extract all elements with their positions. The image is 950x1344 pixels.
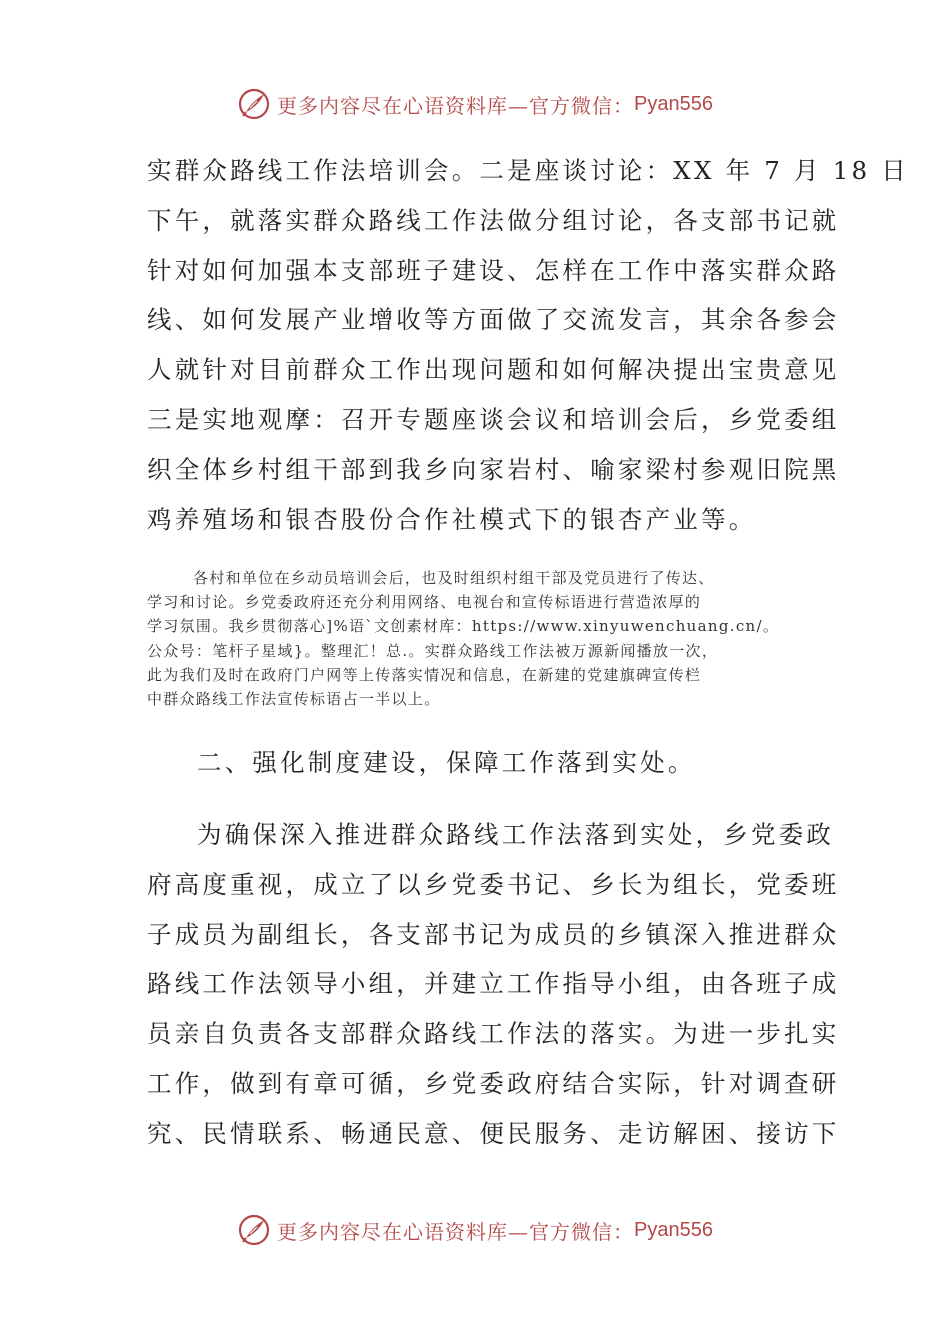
paragraph-line: 路线工作法领导小组，并建立工作指导小组，由各班子成 (147, 969, 840, 999)
paragraph-line: 三是实地观摩：召开专题座谈会议和培训会后，乡党委组 (147, 404, 840, 434)
header-banner (0, 84, 950, 124)
paragraph-2 (147, 566, 807, 711)
paragraph-line: 府高度重视，成立了以乡党委书记、乡长为组长，党委班 (147, 869, 840, 899)
paragraph-line: 学习氛围。我乡贯彻落心]%语`文创素材库：https://www.xinyuwenchuang.cn/。 (147, 617, 780, 636)
paragraph-line: 工作，做到有章可循，乡党委政府结合实际，针对调查研 (147, 1068, 840, 1098)
footer-banner (0, 1210, 950, 1250)
header-wechat-id: Pyan556 (634, 92, 713, 115)
paragraph-line: 公众号：笔杆子星域}。整理汇！总.。实群众路线工作法被万源新闻播放一次， (147, 641, 719, 660)
paragraph-line: 员亲自负责各支部群众路线工作法的落实。为进一步扎实 (147, 1019, 840, 1049)
paragraph-line: 人就针对目前群众工作出现问题和如何解决提出宝贵意见 (147, 355, 840, 385)
quill-pen-logo-icon (237, 87, 271, 121)
paragraph-line: 为确保深入推进群众路线工作法落到实处，乡党委政 (197, 820, 835, 849)
paragraph-3 (147, 810, 840, 1159)
paragraph-line: 下午，就落实群众路线工作法做分组讨论，各支部书记就 (147, 205, 840, 235)
section-heading-text: 二、强化制度建设，保障工作落到实处。 (197, 748, 696, 777)
paragraph-line: 各村和单位在乡动员培训会后，也及时组织村组干部及党员进行了传达、 (193, 569, 715, 587)
paragraph-line: 学习和讨论。乡党委政府还充分利用网络、电视台和宣传标语进行营造浓厚的 (147, 593, 702, 612)
footer-wechat-id: Pyan556 (634, 1218, 713, 1241)
paragraph-1 (147, 146, 909, 544)
paragraph-line: 中群众路线工作法宣传标语占一半以上。 (147, 690, 441, 709)
paragraph-line: 织全体乡村组干部到我乡向家岩村、喻家梁村参观旧院黑 (147, 454, 840, 484)
paragraph-line: 此为我们及时在政府门户网等上传落实情况和信息，在新建的党建旗碑宣传栏 (147, 665, 702, 684)
paragraph-line: 究、民情联系、畅通民意、便民服务、走访解困、接访下 (147, 1118, 840, 1148)
header-banner-text: 更多内容尽在心语资料库—官方微信： (277, 93, 635, 118)
footer-banner-text: 更多内容尽在心语资料库—官方微信： (277, 1219, 635, 1244)
paragraph-line: 针对如何加强本支部班子建设、怎样在工作中落实群众路 (147, 255, 840, 285)
quill-pen-logo-icon (237, 1213, 271, 1247)
paragraph-line: 鸡养殖场和银杏股份合作社模式下的银杏产业等。 (147, 504, 757, 534)
paragraph-line: 实群众路线工作法培训会。二是座谈讨论：XX 年 7 月 18 日 (147, 156, 909, 185)
paragraph-line: 子成员为副组长，各支部书记为成员的乡镇深入推进群众 (147, 919, 840, 949)
section-heading (147, 738, 807, 788)
paragraph-line: 线、如何发展产业增收等方面做了交流发言，其余各参会 (147, 305, 840, 335)
